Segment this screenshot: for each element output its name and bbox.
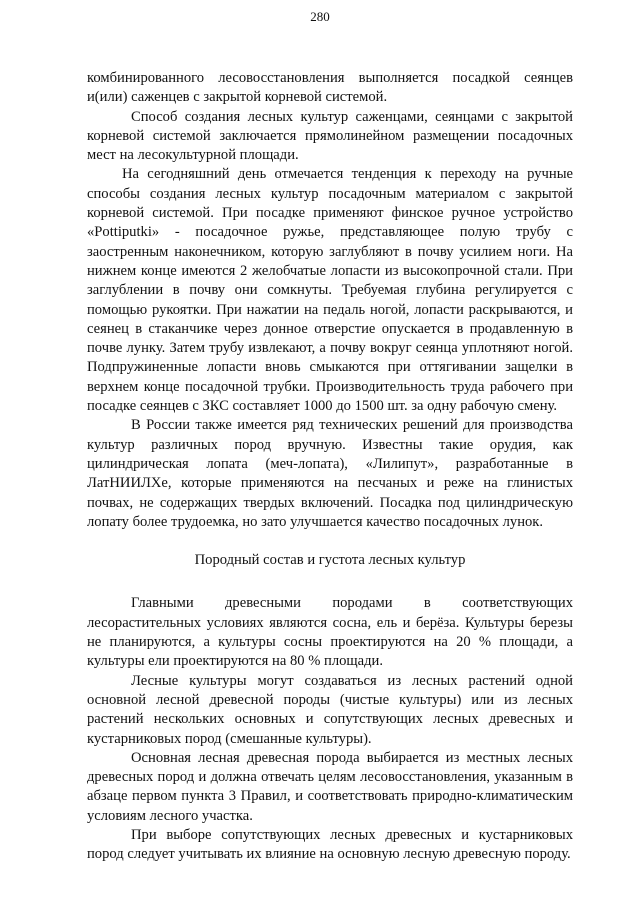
section-title: Породный состав и густота лесных культур (194, 552, 466, 569)
paragraph-main-species: Главными древесными породами в соответствующих лесорастительных условиях являются сосна, ель и берёза. Культуры березы не планируются, а культуры сосны проектируются на 20 % площади, а культуры ели проектируются на 80 % площади. (87, 595, 573, 670)
paragraph-species-selection: Основная лесная древесная порода выбирается из местных лесных древесных пород и должна отвечать целям лесовосстановления, указанным в абзаце первом пункта 3 Правил, и соответствовать природно-климатическим условиям лесного участка. (87, 749, 573, 824)
page-number: 280 (310, 9, 330, 24)
paragraph-manual-planting: На сегодняшний день отмечается тенденция к переходу на ручные способы создания лесных культур посадочным материалом с закрытой корневой системой. При посадке применяют финское ручное устройство «Pottiputki» - посадочное ружье, представляющее полую трубу с заостренным наконечником, которую заглубляют в почву усилием ноги. На нижнем конце имеются 2 желобчатые лопасти из высокопрочной стали. При заглублении в почву они сомкнуты. Требуемая глубина регулируется с помощью рукоятки. При нажатии на педаль ногой, лопасти раскрываются, и сеянец в стаканчике через донное отверстие опускается в продавленную в почве лунку. Затем трубу извлекают, а почву вокруг сеянца уплотняют ногой. Подпружиненные лопасти вновь смыкаются при оттягивании защелки в верхнем конце посадочной трубки. Производительность труда рабочего при посадке сеянцев с ЗКС составляет 1000 до 1500 шт. за одну рабочую смену. (87, 166, 573, 415)
paragraph-continuation: комбинированного лесовосстановления выполняется посадкой сеянцев и(или) саженцев с закрытой корневой системой. (87, 70, 573, 106)
paragraph-companion-species: При выборе сопутствующих лесных древесных и кустарниковых пород следует учитывать их влияние на основную лесную древесную породу. (87, 826, 573, 863)
paragraph-planting-method: Способ создания лесных культур саженцами, сеянцами с закрытой корневой системой заключается прямолинейном размещении посадочных мест на лесокультурной площади. (87, 108, 573, 164)
paragraph-russian-tools: В России также имеется ряд технических решений для производства культур различных пород вручную. Известны такие орудия, как цилиндрическая лопата (меч-лопата), «Лилипут», разработанные в ЛатНИИЛХе, которые применяются на песчаных и реже на глинистых почвах, не содержащих твердых включений. Посадка под цилиндрическую лопату более трудоемка, но зато улучшается качество посадочных лунок. (87, 417, 573, 530)
page-body (87, 69, 573, 865)
paragraph-culture-types: Лесные культуры могут создаваться из лесных растений одной основной лесной древесной породы (чистые культуры) или из лесных растений нескольких основных и сопутствующих лесных древесных и кустарниковых пород (смешанные культуры). (87, 672, 573, 747)
